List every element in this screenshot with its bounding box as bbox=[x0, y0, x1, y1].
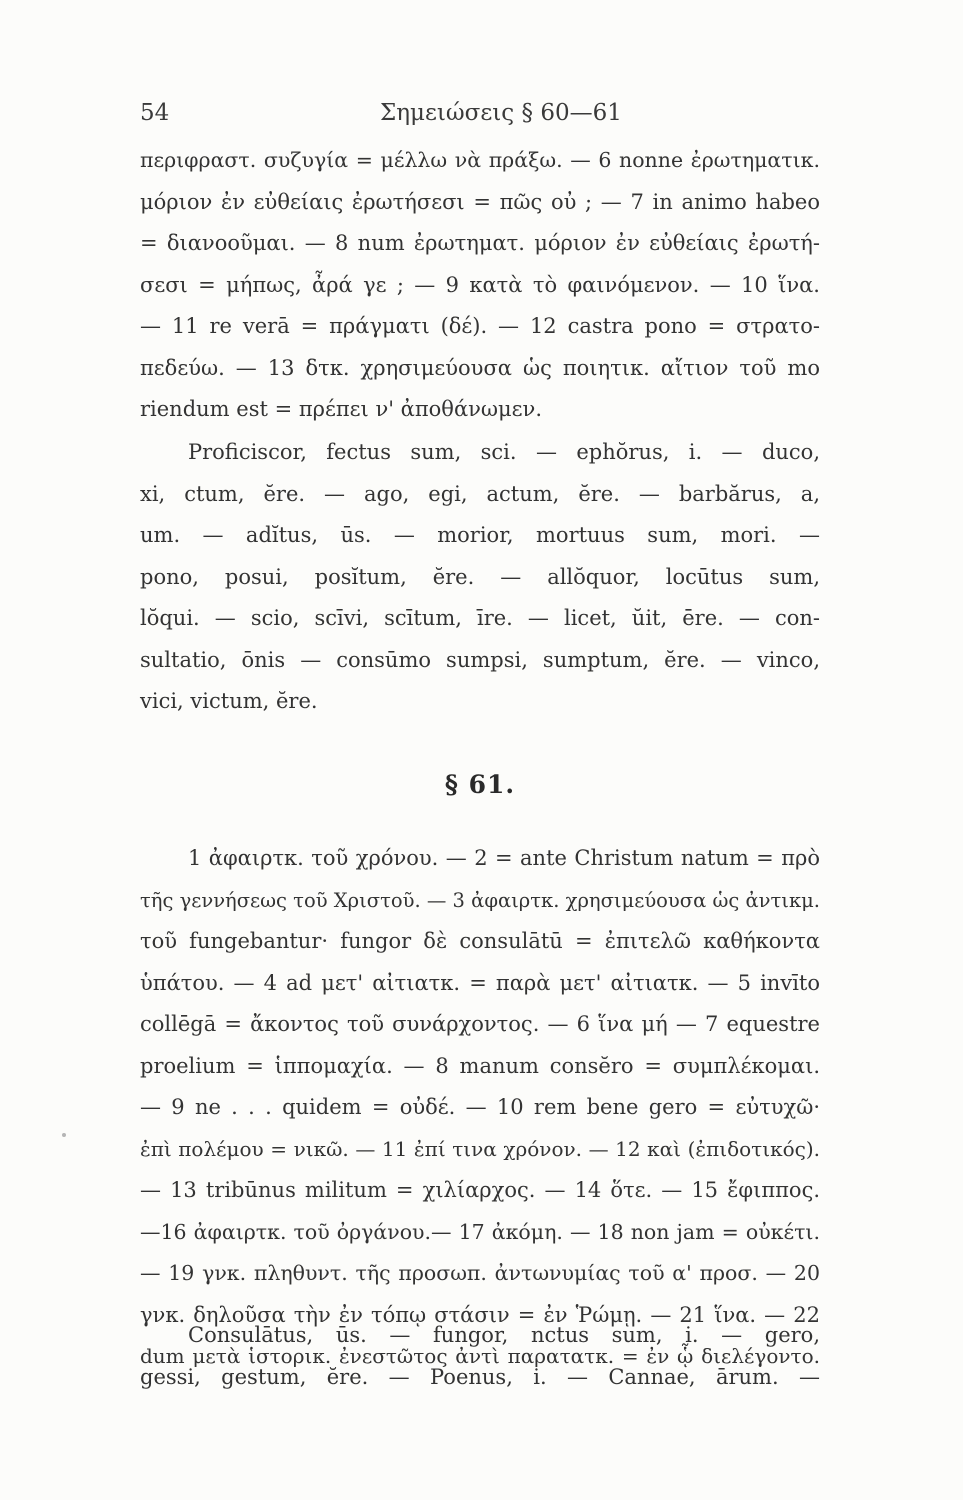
text-line: lŏqui. — scio, scīvi, scītum, īre. — licet, ŭit, ēre. — con- bbox=[140, 606, 820, 630]
text-line: σεσι = μήπως, ἆρά γε ; — 9 κατὰ τὸ φαινόμενον. — 10 ἵνα. bbox=[140, 272, 820, 297]
text-line: = διανοοῦμαι. — 8 num ἐρωτηματ. μόριον ἐν εὐθείαις ἐρωτή- bbox=[140, 231, 820, 255]
text-line: περιφραστ. συζυγία = μέλλω νὰ πράξω. — 6 nonne ἐρωτηματικ. bbox=[140, 148, 820, 172]
text-line: gessi, gestum, ĕre. — Poenus, i. — Cannae, ārum. — bbox=[140, 1364, 820, 1389]
text-line: ἐπὶ πολέμου = νικῶ. — 11 ἐπί τινα χρόνον. — 12 καὶ (ἐπιδοτικός). bbox=[140, 1136, 820, 1161]
text-line: riendum est = πρέπει ν' ἀποθάνωμεν. bbox=[140, 397, 542, 421]
text-line: τῆς γεννήσεως τοῦ Χριστοῦ. — 3 ἀφαιρτκ. χρησιμεύουσα ὡς ἀντικμ. bbox=[140, 888, 820, 912]
section-61-notes bbox=[140, 838, 820, 1378]
text-line: ὑπάτου. — 4 ad μετ' αἰτιατκ. = παρὰ μετ' αἰτιατκ. — 5 invīto bbox=[140, 970, 820, 995]
text-line: dum μετὰ ἱστορικ. ἐνεστῶτος ἀντὶ παρατατκ. = ἐν ᾧ διελέγοντο. bbox=[140, 1344, 820, 1368]
section-60-notes bbox=[140, 140, 820, 431]
text-line: — 9 ne . . . quidem = οὐδέ. — 10 rem bene gero = εὐτυχῶ· bbox=[140, 1095, 820, 1119]
text-line: — 19 γνκ. πληθυντ. τῆς προσωπ. ἀντωνυμίας τοῦ α' προσ. — 20 bbox=[140, 1261, 820, 1285]
text-line: pono, posui, posĭtum, ĕre. — allŏquor, locūtus sum, bbox=[140, 564, 820, 589]
text-line: τοῦ fungebantur· fungor δὲ consulātū = ἐπιτελῶ καθήκοντα bbox=[140, 929, 820, 953]
text-line: 1 ἀφαιρτκ. τοῦ χρόνου. — 2 = ante Christum natum = πρὸ bbox=[188, 846, 820, 870]
text-line: Consulātus, ūs. — fungor, nctus sum, i. — gero, bbox=[188, 1323, 820, 1347]
paper-speck bbox=[62, 1133, 66, 1137]
text-line: — 11 re verā = πράγματι (δέ). — 12 castra pono = στρατο- bbox=[140, 314, 820, 338]
text-line: πεδεύω. — 13 δτκ. χρησιμεύουσα ὡς ποιητικ. αἴτιον τοῦ mo bbox=[140, 355, 820, 380]
running-head bbox=[140, 100, 820, 136]
page-number: 54 bbox=[140, 100, 170, 126]
text-line: collēgā = ἄκοντος τοῦ συνάρχοντος. — 6 ἵνα μή — 7 equestre bbox=[140, 1012, 820, 1036]
text-line: — 13 tribūnus militum = χιλίαρχος. — 14 ὅτε. — 15 ἔφιππος. bbox=[140, 1178, 820, 1202]
text-line: Proficiscor, fectus sum, sci. — ephŏrus, i. — duco, bbox=[188, 440, 820, 464]
text-line: μόριον ἐν εὐθείαις ἐρωτήσεσι = πῶς οὐ ; — 7 in animo habeo bbox=[140, 189, 820, 214]
section-61-vocabulary bbox=[140, 1315, 820, 1398]
section-60-vocabulary bbox=[140, 432, 820, 723]
text-line: γνκ. δηλοῦσα τὴν ἐν τόπῳ στάσιν = ἐν Ῥώμῃ. — 21 ἵνα. — 22 bbox=[140, 1302, 820, 1327]
text-line: —16 ἀφαιρτκ. τοῦ ὀργάνου.— 17 ἀκόμη. — 18 non jam = οὐκέτι. bbox=[140, 1219, 820, 1244]
text-line: um. — adĭtus, ūs. — morior, mortuus sum, mori. — bbox=[140, 523, 820, 547]
section-heading: § 61. bbox=[444, 770, 516, 799]
running-title: Σημειώσεις § 60—61 bbox=[380, 100, 622, 126]
text-line: xi, ctum, ĕre. — ago, egi, actum, ĕre. — barbărus, a, bbox=[140, 481, 820, 506]
text-line: vici, victum, ĕre. bbox=[140, 689, 318, 713]
text-line: sultatio, ōnis — consūmo sumpsi, sumptum, ĕre. — vinco, bbox=[140, 647, 820, 672]
text-line: proelium = ἱππομαχία. — 8 manum consĕro = συμπλέκομαι. bbox=[140, 1053, 820, 1078]
